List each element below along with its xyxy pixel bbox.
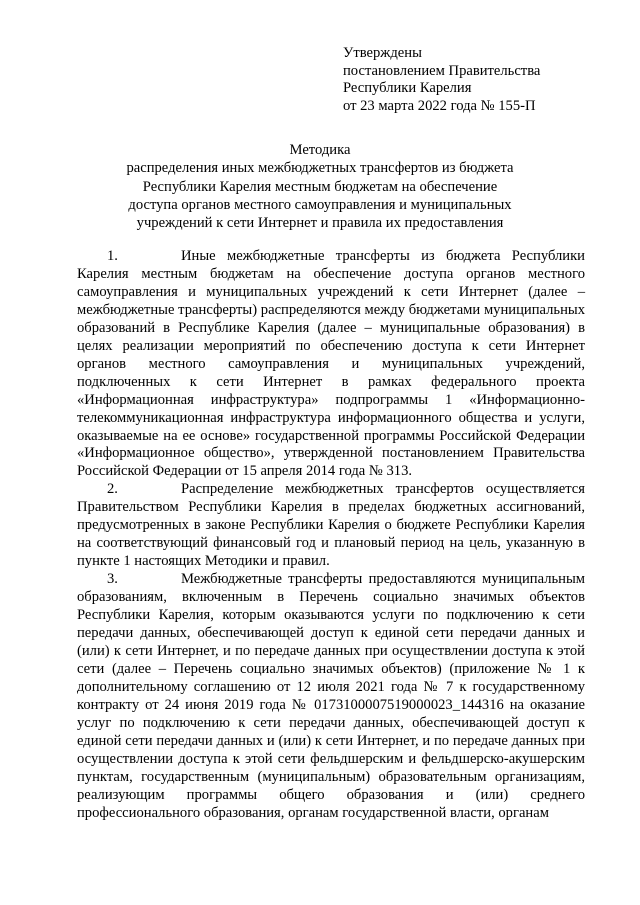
document-body (77, 248, 585, 823)
document-title (60, 141, 580, 232)
paragraph-text: Межбюджетные трансферты предоставляются муниципальным образованиям, включенным в Перечень социально значимых объектов Республики Карелия, которым оказываются услуги по подключению к сети передачи данных, обеспечивающей доступ к единой сети передачи данных и (или) к сети Интернет, и по передаче данных при осуществлении доступа к этой сети (далее – Перечень социально значимых объектов) (приложение № 1 к дополнительному соглашению от 12 июля 2021 года № 7 к государственному контракту от 24 июня 2019 года № 0173100007519000023_144316 на оказание услуг по подключению к сети передачи данных, обеспечивающей доступ к единой сети передачи данных и (или) к сети Интернет, и по передаче данных при осуществлении доступа к этой сети фельдшерским и фельдшерско-акушерским пунктам, государственным (муниципальным) образовательным организациям, реализующим программы общего образования и (или) среднего профессионального образования, органам государственной власти, органам (77, 571, 585, 821)
approval-line: Утверждены (343, 45, 422, 61)
paragraph-text: Иные межбюджетные трансферты из бюджета Республики Карелия местным бюджетам на обеспечение доступа органов местного самоуправления и муниципальных учреждений к сети Интернет (далее – межбюджетные трансферты) распределяются между бюджетами муниципальных образований в Республике Карелия (далее – муниципальные образования) в целях реализации мероприятий по обеспечению доступа к сети Интернет органов местного самоуправления и муниципальных учреждений, подключенных к сети Интернет в рамках федерального проекта «Информационная инфраструктура» подпрограммы 1 «Информационно-телекоммуникационная инфраструктура информационного общества и услуги, оказываемые на ее основе» государственной программы Российской Федерации «Информационное общество», утвержденной постановлением Правительства Российской Федерации от 15 апреля 2014 года № 313. (77, 248, 585, 480)
paragraph-number: 2. (107, 481, 118, 498)
paragraph-1 (77, 248, 585, 481)
paragraph-number: 3. (107, 571, 118, 588)
approval-line: Республики Карелия (343, 80, 472, 97)
title-line: учреждений к сети Интернет и правила их предоставления (136, 215, 504, 232)
approval-line: постановлением Правительства (343, 62, 541, 79)
title-line: Республики Карелия местным бюджетам на обеспечение (142, 178, 498, 195)
approval-line: от 23 марта 2022 года № 155-П (343, 97, 536, 114)
title-line: доступа органов местного самоуправления и муниципальных (128, 196, 512, 213)
title-line: распределения иных межбюджетных трансфертов из бюджета (126, 160, 514, 177)
title-line: Методика (289, 142, 351, 158)
paragraph-2 (77, 481, 585, 571)
paragraph-text: Распределение межбюджетных трансфертов осуществляется Правительством Республики Карелия в пределах бюджетных ассигнований, предусмотренных в законе Республики Карелия о бюджете Республики Карелия на соответствующий финансовый год и плановый период на цель, указанную в пункте 1 настоящих Методики и правил. (77, 481, 585, 570)
approval-block (343, 45, 623, 115)
paragraph-number: 1. (107, 248, 118, 264)
paragraph-3 (77, 571, 585, 822)
